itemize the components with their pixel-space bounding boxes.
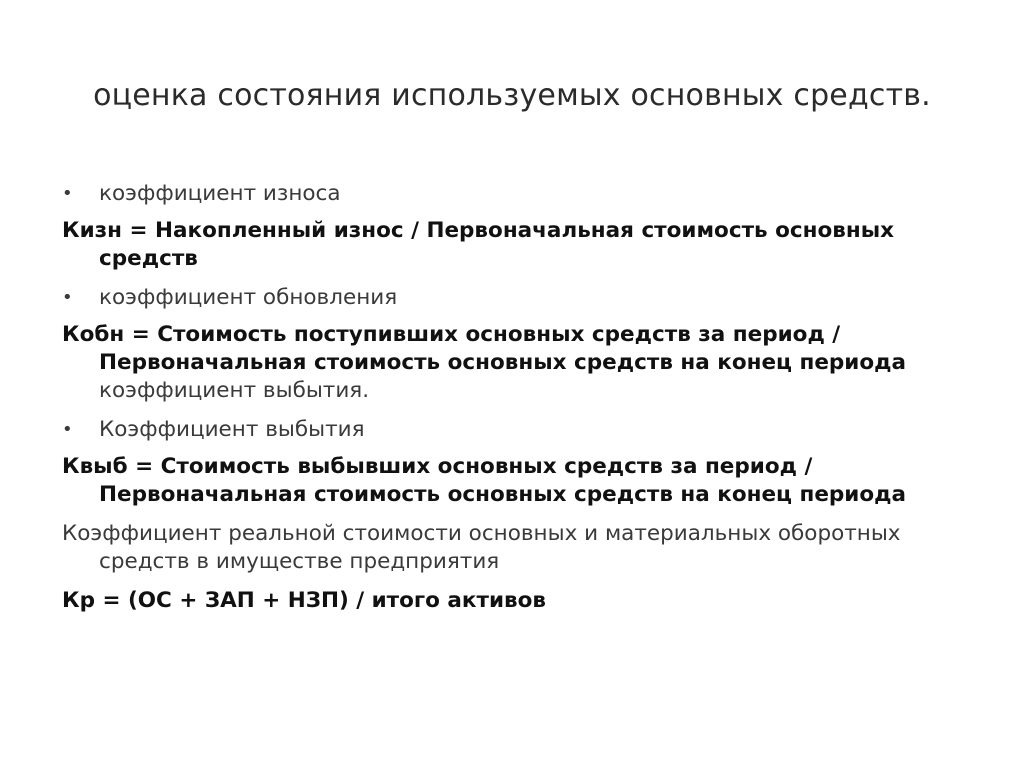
list-item-text: коэффициент износа (99, 181, 341, 206)
slide-title: оценка состояния используемых основных средств. (93, 78, 931, 113)
list-item-renewal-coefficient (62, 284, 962, 312)
formula-disposal: Квыб = Стоимость выбывших основных средств за период / Первоначальная стоимость основных средств на конец периода (62, 454, 907, 507)
list-item-text: Коэффициент выбытия (99, 417, 365, 442)
bullet-icon: • (62, 287, 73, 308)
slide-body (62, 180, 962, 615)
formula-real-value: Кр = (ОС + ЗАП + НЗП) / итого активов (62, 588, 547, 613)
formula-wear: Кизн = Накопленный износ / Первоначальная стоимость основных средств (62, 218, 895, 271)
real-value-coefficient-text: Коэффициент реальной стоимости основных и материальных оборотных средств в имуществе предприятия (62, 521, 901, 574)
bullet-icon: • (62, 183, 73, 204)
list-item-text: коэффициент обновления (99, 285, 398, 310)
bullet-icon: • (62, 419, 73, 440)
list-item-disposal-coefficient (62, 416, 962, 444)
formula-renewal: Кобн = Стоимость поступивших основных средств за период / Первоначальная стоимость основных средств на конец периода (62, 322, 907, 375)
renewal-note: коэффициент выбытия. (99, 378, 370, 403)
list-item-wear-coefficient (62, 180, 962, 208)
